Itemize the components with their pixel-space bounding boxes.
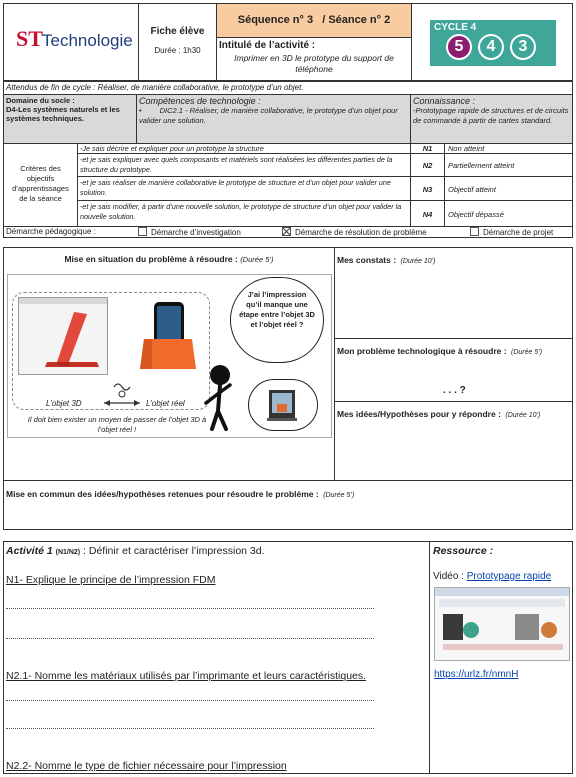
- competences-bullet: •: [139, 106, 142, 115]
- cycle-cell: [411, 3, 573, 81]
- situation-duration: (Durée 5’): [240, 255, 274, 264]
- ressource-cell: [429, 541, 573, 774]
- connaissance-text: -Prototypage rapide de structures et de circuits de commande à partir de cartes standard.: [413, 106, 569, 125]
- probleme-cell: [334, 338, 573, 402]
- situation-cell: [3, 247, 335, 481]
- phone-stand-icon: [132, 299, 202, 371]
- critere-text-2: -et je sais expliquer avec quels composants et matériels sont réalisées les différentes parties de la structure du prototype.: [80, 155, 393, 174]
- checkbox-investigation[interactable]: [138, 227, 147, 236]
- level-desc-n2-label: Partiellement atteint: [448, 161, 515, 170]
- competences-label: Compétences de technologie :: [139, 96, 261, 106]
- level-n3: [410, 176, 445, 201]
- critere-text-4: -et je sais modifier, à partir d’une nouvelle solution, le prototype de structure d’un objet pour valider la nouvelle solution.: [80, 202, 402, 221]
- logo-mark: ST: [16, 26, 43, 51]
- sequence-label: Séquence n° 3 / Séance n° 2: [237, 14, 391, 26]
- fiche-label: Fiche élève: [150, 26, 205, 37]
- demarche-option-investigation-label: Démarche d’investigation: [151, 228, 241, 237]
- activite-cell: [3, 541, 430, 774]
- critere-text-1: -Je sais décrire et expliquer pour un prototype la structure: [80, 144, 264, 153]
- level-n4-label: N4: [422, 210, 433, 219]
- activite-title: Activité 1: [6, 545, 53, 557]
- cycle-3-circle: [510, 34, 536, 60]
- video-label: Vidéo :: [433, 571, 464, 582]
- question-n1: N1- Explique le principe de l’impression FDM: [6, 574, 216, 586]
- connaissance-label: Connaissance :: [413, 96, 476, 106]
- level-desc-n1-label: Non atteint: [448, 144, 485, 153]
- header-logo-cell: [3, 3, 139, 81]
- constats-title: Mes constats :: [337, 255, 397, 265]
- connaissance-cell: [410, 94, 573, 144]
- intitule-cell: [216, 37, 412, 81]
- thumbnail-text: [439, 599, 565, 607]
- demarche-option-resolution[interactable]: [282, 227, 427, 238]
- checkbox-projet[interactable]: [470, 227, 479, 236]
- idees-title: Mes idées/Hypothèses pour y répondre :: [337, 409, 501, 419]
- label-objet-3d: L’objet 3D: [46, 399, 82, 408]
- criteres-row-3: [77, 176, 411, 201]
- duree-label: Durée : 1h30: [154, 46, 201, 55]
- logo: [16, 26, 131, 60]
- activite-levels: (N1/N2): [55, 549, 81, 556]
- logo-text: Technologie: [42, 31, 133, 50]
- video-thumbnail[interactable]: [434, 587, 570, 661]
- ressource-url[interactable]: https://urlz.fr/nmnH: [434, 669, 519, 680]
- commun-title: Mise en commun des idées/hypothèses retenues pour résoudre le problème :: [6, 489, 319, 499]
- thought-bubble-text: J’ai l’impression qu’il manque une étape entre l’objet 3D et l’objet réel ?: [239, 290, 315, 329]
- illustration: [7, 274, 332, 438]
- level-desc-n4: [444, 200, 573, 227]
- thumbnail-images-icon: [435, 610, 571, 654]
- probleme-text: . . . ?: [443, 385, 466, 396]
- answer-line-2[interactable]: [6, 638, 374, 639]
- character-icon: [200, 363, 244, 433]
- video-link[interactable]: Prototypage rapide: [466, 571, 552, 582]
- printer-bubble: [248, 379, 318, 431]
- header-fiche-cell: [138, 3, 217, 81]
- attendus-row: Attendus de fin de cycle : Réaliser, de manière collaborative, le prototype d’un objet.: [3, 81, 573, 95]
- criteres-row-2: [77, 153, 411, 177]
- ressource-title: Ressource :: [433, 545, 494, 557]
- level-desc-n4-label: Objectif dépassé: [448, 210, 504, 219]
- cycle-5-circle: [446, 34, 472, 60]
- cycle-label: CYCLE 4: [434, 22, 477, 33]
- probleme-duration: (Durée 5’): [511, 349, 543, 356]
- situation-title: [4, 254, 334, 264]
- level-desc-n3: [444, 176, 573, 201]
- criteres-label: Critères des objectifs d’apprentissages de la séance: [12, 164, 69, 203]
- cad-window: [18, 297, 108, 375]
- competences-cell: [136, 94, 411, 144]
- level-n3-label: N3: [422, 185, 433, 194]
- printer-3d-icon: [249, 380, 315, 428]
- cycle-5: 5: [454, 38, 464, 55]
- competences-text: [139, 106, 408, 126]
- level-n4: [410, 200, 445, 227]
- level-desc-n3-label: Objectif atteint: [448, 185, 496, 194]
- demarche-row: [3, 226, 573, 238]
- domaine-cell: [3, 94, 137, 144]
- demarche-label: Démarche pédagogique :: [6, 227, 96, 236]
- cycle-3: 3: [518, 38, 528, 55]
- idees-cell: [334, 401, 573, 481]
- cycle-4-circle: [478, 34, 504, 60]
- commun-duration: (Durée 5’): [323, 492, 355, 499]
- transform-arrows-icon: [100, 381, 144, 411]
- level-desc-n2: [444, 153, 573, 177]
- criteres-label-cell: [3, 143, 78, 227]
- intitule-text: Imprimer en 3D le prototype du support de téléphone: [234, 53, 394, 74]
- demarche-option-projet-label: Démarche de projet: [483, 228, 554, 237]
- video-row: [433, 571, 569, 582]
- activite-header: [6, 545, 427, 557]
- checked-x-icon: [283, 228, 290, 235]
- domaine-label: Domaine du socle :: [6, 96, 75, 105]
- constats-cell: [334, 247, 573, 339]
- sequence-cell: [216, 3, 412, 38]
- answer-line-1[interactable]: [6, 608, 374, 609]
- level-n2-label: N2: [422, 161, 433, 170]
- demarche-option-resolution-label: Démarche de résolution de problème: [295, 228, 427, 237]
- label-objet-reel: L’objet réel: [146, 399, 185, 408]
- activite-text: : Définir et caractériser l’impression 3d.: [83, 545, 265, 557]
- critere-text-3: -et je sais réaliser de manière collaborative le prototype de structure et d’un objet pour valider une solution.: [80, 178, 391, 197]
- question-n2-2: N2.2- Nomme le type de fichier nécessaire pour l’impression: [6, 760, 287, 772]
- commun-cell: [3, 480, 573, 530]
- checkbox-resolution[interactable]: [282, 227, 291, 236]
- cycle-badge: [430, 20, 556, 66]
- domaine-text: D4-Les systèmes naturels et les systèmes techniques.: [6, 105, 120, 123]
- stand-3d-icon: [19, 304, 109, 374]
- probleme-title: Mon problème technologique à résoudre :: [337, 346, 507, 356]
- competences-desc: DIC2.1 - Réaliser, de manière collaborative, le prototype d’un objet pour valider une solution.: [139, 106, 398, 125]
- constats-duration: (Durée 10’): [400, 258, 436, 265]
- situation-title-text: Mise en situation du problème à résoudre :: [64, 254, 238, 264]
- illustration-caption: Il doit bien exister un moyen de passer de l’objet 3D à l’objet réel !: [27, 415, 207, 434]
- thought-bubble: [230, 277, 324, 363]
- question-n2-1: N2.1- Nomme les matériaux utilisés par l’imprimante et leurs caractéristiques.: [6, 670, 367, 682]
- demarche-option-projet[interactable]: [470, 227, 553, 238]
- level-n2: [410, 153, 445, 177]
- answer-line-4[interactable]: [6, 728, 374, 729]
- demarche-option-investigation[interactable]: [138, 227, 241, 238]
- intitule-label: Intitulé de l’activité :: [219, 40, 316, 51]
- cycle-4: 4: [486, 38, 496, 55]
- criteres-row-4: [77, 200, 411, 227]
- idees-duration: (Durée 10’): [505, 412, 541, 419]
- level-n1-label: N1: [422, 144, 433, 153]
- thumbnail-header: [435, 588, 569, 596]
- answer-line-3[interactable]: [6, 700, 374, 701]
